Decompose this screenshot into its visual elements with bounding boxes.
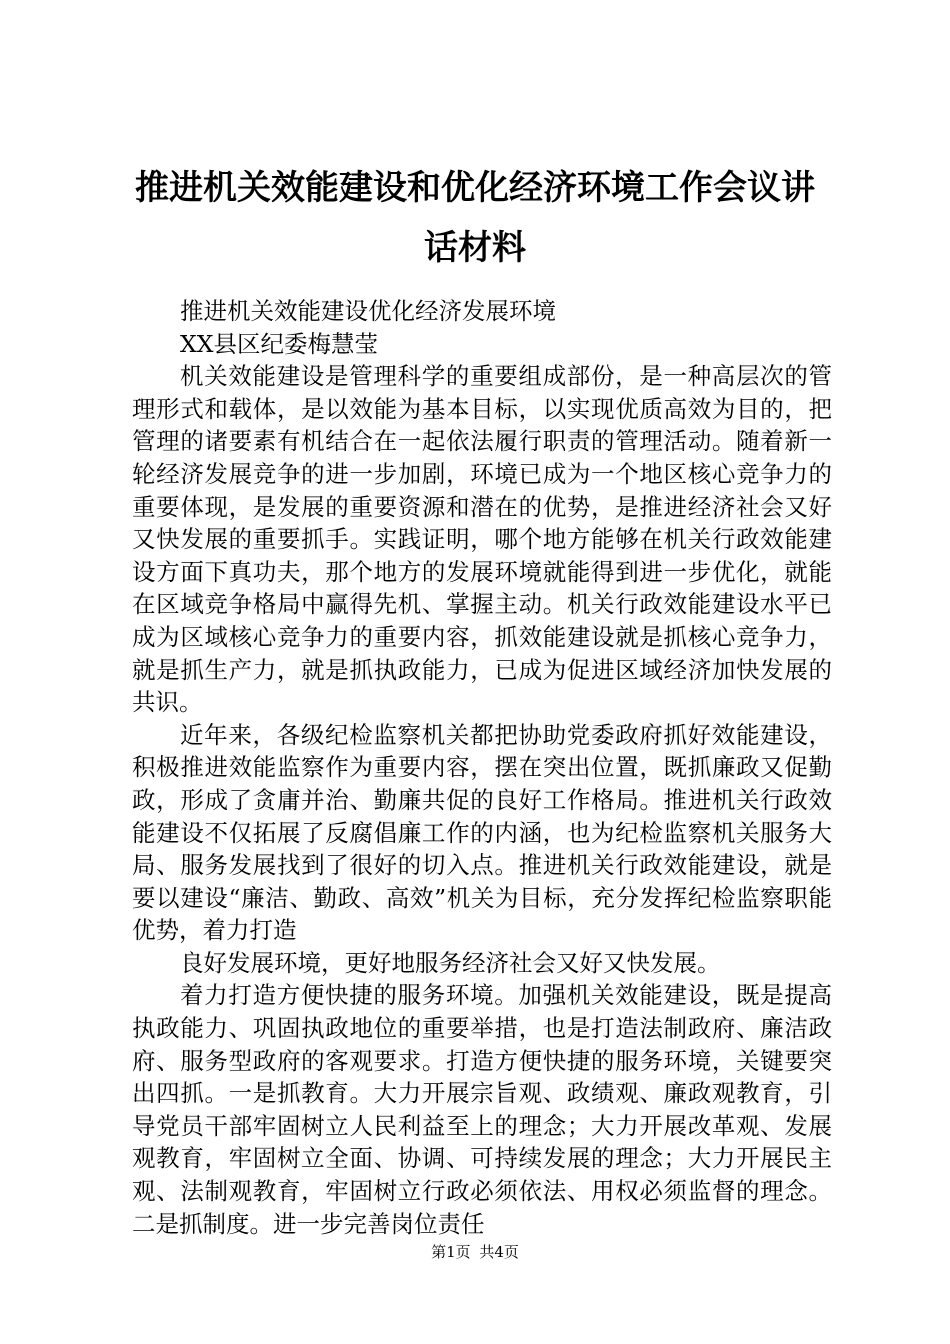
body-paragraph: 着力打造方便快捷的服务环境。加强机关效能建设，既是提高执政能力、巩固执政地位的重要举措，也是打造法制政府、廉洁政府、服务型政府的客观要求。打造方便快捷的服务环境，关键要突出四抓。一是抓教育。大力开展宗旨观、政绩观、廉政观教育，引导党员干部牢固树立人民利益至上的理念；大力开展改革观、发展观教育，牢固树立全面、协调、可持续发展的理念；大力开展民主观、法制观教育，牢固树立行政必须依法、用权必须监督的理念。二是抓制度。进一步完善岗位责任 [132, 981, 832, 1238]
document-title [100, 158, 850, 278]
title-line-1: 推进机关效能建设和优化经济环境工作会议讲 [135, 168, 815, 208]
page-number: 第1页 [431, 1243, 471, 1261]
page-total: 共4页 [479, 1243, 519, 1261]
author-line: XX县区纪委梅慧莹 [180, 329, 378, 358]
page-footer [0, 1242, 950, 1262]
body-paragraph: 近年来，各级纪检监察机关都把协助党委政府抓好效能建设，积极推进效能监察作为重要内容，摆在突出位置，既抓廉政又促勤政，形成了贪庸并治、勤廉共促的良好工作格局。推进机关行政效能建设不仅拓展了反腐倡廉工作的内涵，也为纪检监察机关服务大局、服务发展找到了很好的切入点。推进机关行政效能建设，就是要以建设“廉洁、勤政、高效”机关为目标，充分发挥纪检监察职能优势，着力打造 [132, 720, 832, 945]
body-paragraph: 机关效能建设是管理科学的重要组成部份，是一种高层次的管理形式和载体，是以效能为基本目标，以实现优质高效为目的，把管理的诸要素有机结合在一起依法履行职责的管理活动。随着新一轮经济发展竞争的进一步加剧，环境已成为一个地区核心竞争力的重要体现，是发展的重要资源和潜在的优势，是推进经济社会又好又快发展的重要抓手。实践证明，哪个地方能够在机关行政效能建设方面下真功夫，那个地方的发展环境就能得到进一步优化，就能在区域竞争格局中赢得先机、掌握主动。机关行政效能建设水平已成为区域核心竞争力的重要内容，抓效能建设就是抓核心竞争力，就是抓生产力，就是抓执政能力，已成为促进区域经济加快发展的共识。 [132, 362, 832, 717]
title-line-2: 话材料 [424, 228, 526, 268]
body-paragraph: 良好发展环境，更好地服务经济社会又好又快发展。 [180, 948, 721, 977]
document-body [132, 295, 832, 1240]
subtitle: 推进机关效能建设优化经济发展环境 [180, 297, 556, 325]
